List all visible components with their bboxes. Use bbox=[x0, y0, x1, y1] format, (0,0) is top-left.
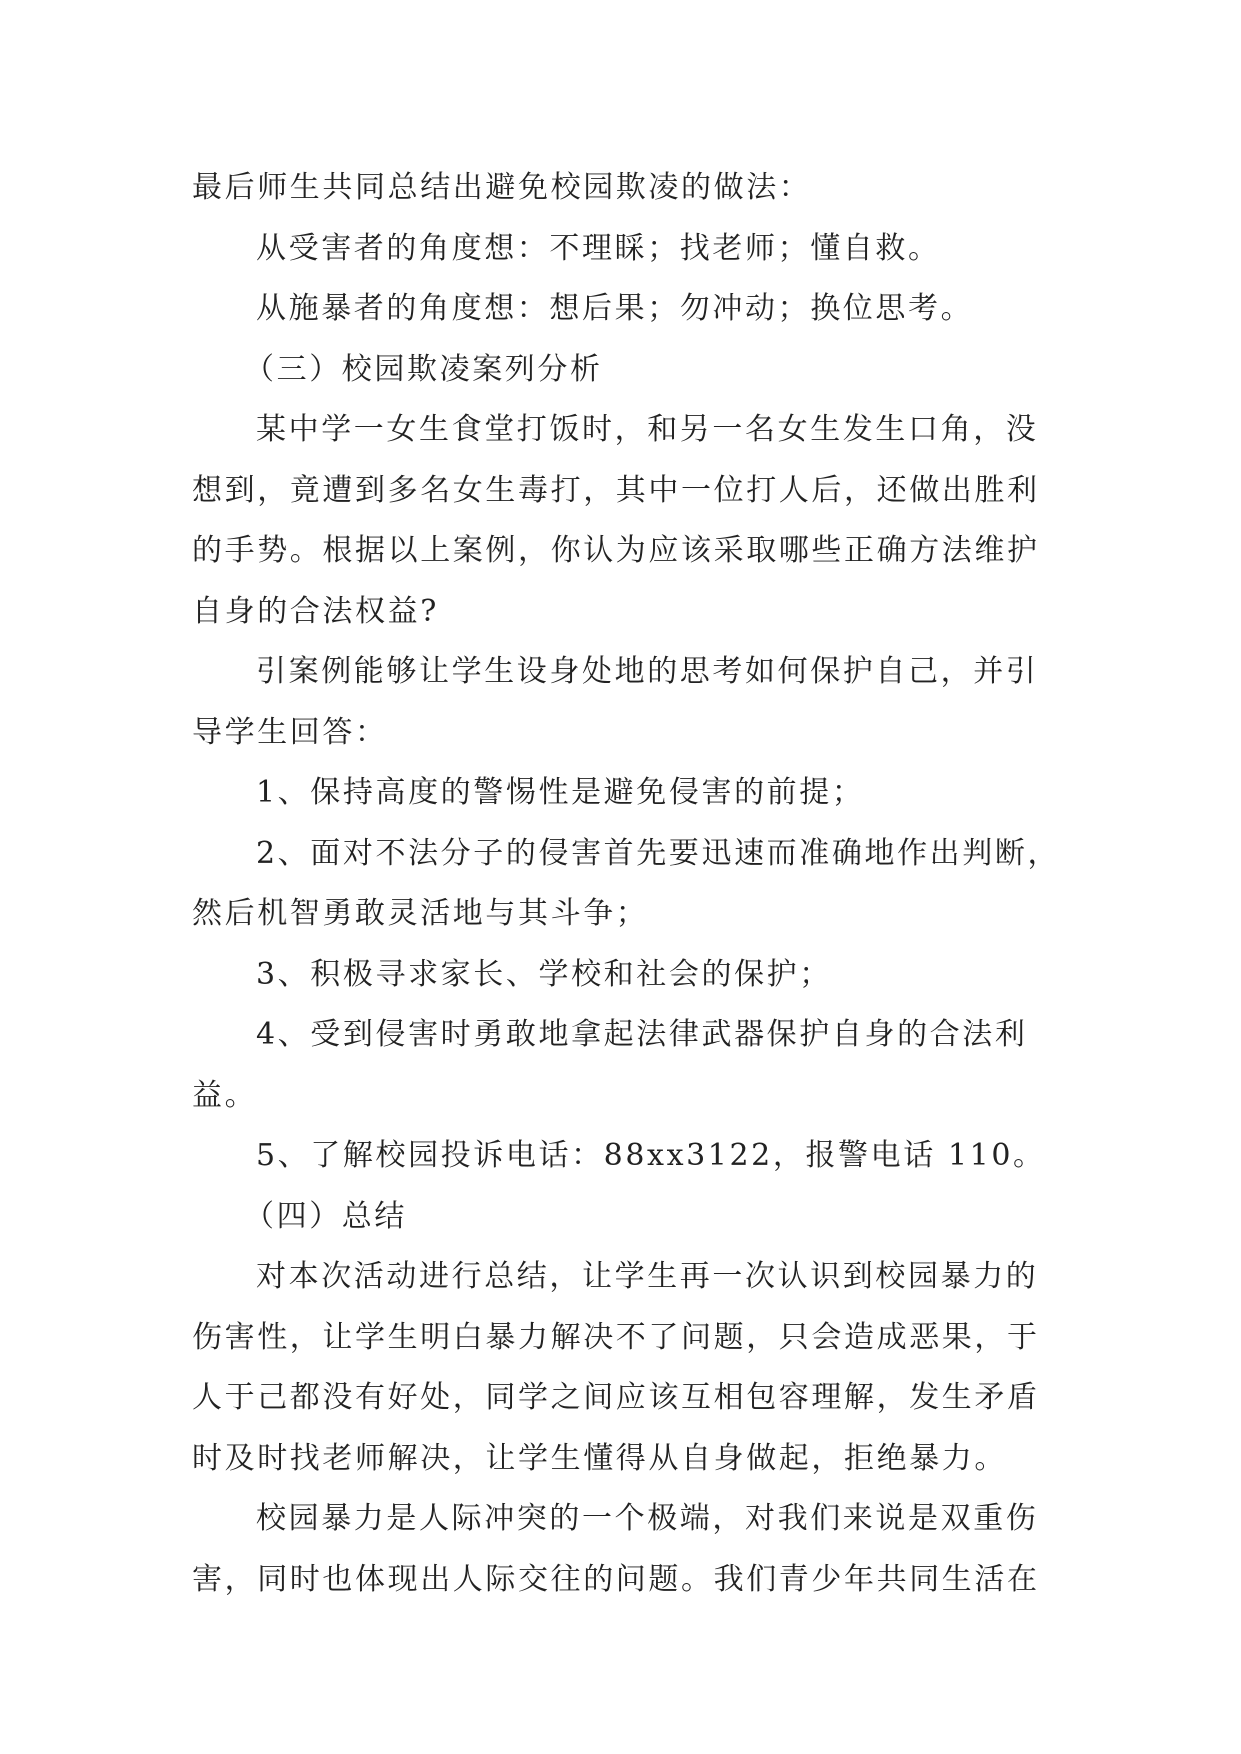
section-heading: （三）校园欺凌案列分析 bbox=[244, 351, 603, 387]
list-item: 5、了解校园投诉电话：88xx3122，报警电话 110。 bbox=[256, 1138, 1046, 1173]
list-item: 4、受到侵害时勇敢地拿起法律武器保护自身的合法利 bbox=[256, 1017, 1028, 1052]
text-line: 导学生回答： bbox=[192, 714, 388, 750]
text-line: 最后师生共同总结出避免校园欺凌的做法： bbox=[192, 170, 812, 205]
list-item: 1、保持高度的警惕性是避免侵害的前提； bbox=[256, 775, 865, 810]
text-line: 的手势。根据以上案例，你认为应该采取哪些正确方法维护 bbox=[192, 533, 1040, 568]
text-line: 某中学一女生食堂打饭时，和另一名女生发生口角，没 bbox=[256, 412, 1039, 447]
text-line: 益。 bbox=[192, 1077, 258, 1113]
section-heading: （四）总结 bbox=[244, 1198, 407, 1234]
text-line: 害，同时也体现出人际交往的问题。我们青少年共同生活在 bbox=[192, 1561, 1040, 1597]
text-line: 时及时找老师解决，让学生懂得从自身做起，拒绝暴力。 bbox=[192, 1440, 1007, 1476]
list-item: 2、面对不法分子的侵害首先要迅速而准确地作出判断， bbox=[256, 835, 1061, 871]
text-line: 伤害性，让学生明白暴力解决不了问题，只会造成恶果，于 bbox=[192, 1319, 1040, 1355]
text-line: 自身的合法权益? bbox=[192, 593, 439, 629]
text-line: 从施暴者的角度想：想后果；勿冲动；换位思考。 bbox=[256, 291, 974, 326]
document-body bbox=[192, 158, 1072, 1610]
text-line: 对本次活动进行总结，让学生再一次认识到校园暴力的 bbox=[256, 1259, 1039, 1294]
text-line: 然后机智勇敢灵活地与其斗争； bbox=[192, 896, 649, 931]
text-line: 人于己都没有好处，同学之间应该互相包容理解，发生矛盾 bbox=[192, 1380, 1040, 1415]
text-line: 从受害者的角度想：不理睬；找老师；懂自救。 bbox=[256, 230, 941, 266]
text-line: 校园暴力是人际冲突的一个极端，对我们来说是双重伤 bbox=[256, 1501, 1039, 1536]
text-line: 想到，竟遭到多名女生毒打，其中一位打人后，还做出胜利 bbox=[192, 472, 1040, 508]
text-line: 引案例能够让学生设身处地的思考如何保护自己，并引 bbox=[256, 654, 1039, 689]
list-item: 3、积极寻求家长、学校和社会的保护； bbox=[256, 956, 832, 992]
